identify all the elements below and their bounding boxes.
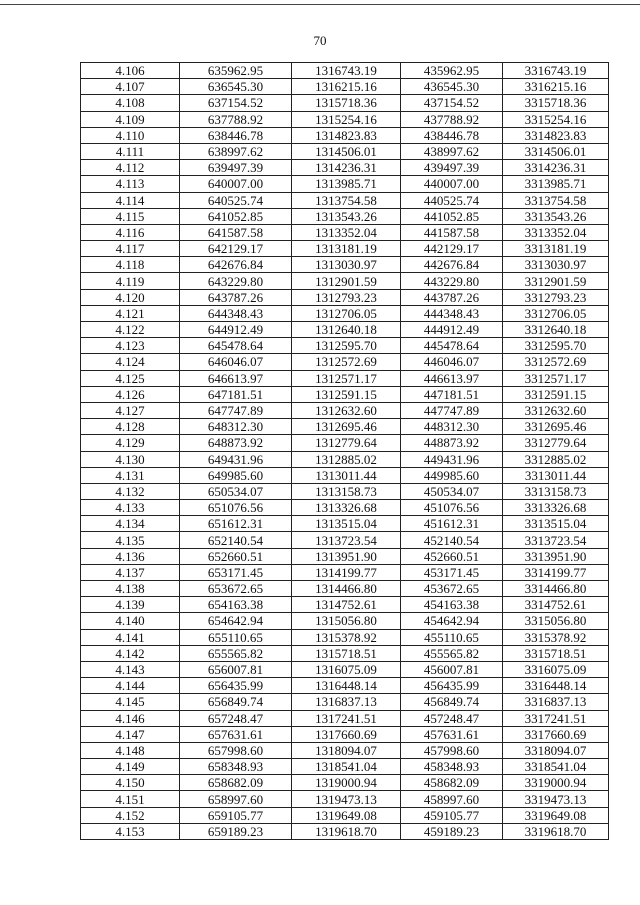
- table-row: [81, 629, 609, 645]
- table-row: [81, 775, 609, 791]
- y-local-cell: 3319618.70: [503, 823, 609, 839]
- x-coordinate-cell: 637788.92: [180, 111, 292, 127]
- point-number-cell: 4.120: [81, 289, 180, 305]
- y-local-cell: 3313754.58: [503, 192, 609, 208]
- y-coordinate-cell: 1313181.19: [292, 241, 401, 257]
- table-row: [81, 370, 609, 386]
- table-row: [81, 694, 609, 710]
- table-row: [81, 127, 609, 143]
- y-coordinate-cell: 1316448.14: [292, 678, 401, 694]
- y-local-cell: 3312591.15: [503, 386, 609, 402]
- x-coordinate-cell: 654163.38: [180, 597, 292, 613]
- y-coordinate-cell: 1315378.92: [292, 629, 401, 645]
- x-coordinate-cell: 635962.95: [180, 63, 292, 79]
- x-local-cell: 451076.56: [401, 500, 503, 516]
- y-local-cell: 3312706.05: [503, 305, 609, 321]
- point-number-cell: 4.138: [81, 581, 180, 597]
- point-number-cell: 4.112: [81, 160, 180, 176]
- point-number-cell: 4.139: [81, 597, 180, 613]
- y-coordinate-cell: 1312572.69: [292, 354, 401, 370]
- y-coordinate-cell: 1317660.69: [292, 726, 401, 742]
- table-row: [81, 726, 609, 742]
- y-local-cell: 3313543.26: [503, 208, 609, 224]
- x-local-cell: 453171.45: [401, 564, 503, 580]
- y-local-cell: 3316215.16: [503, 79, 609, 95]
- y-coordinate-cell: 1313951.90: [292, 548, 401, 564]
- y-local-cell: 3313011.44: [503, 467, 609, 483]
- x-coordinate-cell: 641587.58: [180, 224, 292, 240]
- y-coordinate-cell: 1312595.70: [292, 338, 401, 354]
- table-row: [81, 500, 609, 516]
- table-row: [81, 192, 609, 208]
- x-coordinate-cell: 656435.99: [180, 678, 292, 694]
- x-coordinate-cell: 659105.77: [180, 807, 292, 823]
- y-local-cell: 3315378.92: [503, 629, 609, 645]
- x-coordinate-cell: 658997.60: [180, 791, 292, 807]
- x-local-cell: 435962.95: [401, 63, 503, 79]
- y-local-cell: 3319000.94: [503, 775, 609, 791]
- x-local-cell: 443229.80: [401, 273, 503, 289]
- point-number-cell: 4.126: [81, 386, 180, 402]
- x-local-cell: 437788.92: [401, 111, 503, 127]
- x-coordinate-cell: 649431.96: [180, 451, 292, 467]
- x-local-cell: 440007.00: [401, 176, 503, 192]
- table-row: [81, 435, 609, 451]
- table-row: [81, 742, 609, 758]
- x-coordinate-cell: 638997.62: [180, 143, 292, 159]
- x-local-cell: 437154.52: [401, 95, 503, 111]
- x-local-cell: 455565.82: [401, 645, 503, 661]
- point-number-cell: 4.153: [81, 823, 180, 839]
- y-coordinate-cell: 1313352.04: [292, 224, 401, 240]
- x-local-cell: 459189.23: [401, 823, 503, 839]
- y-coordinate-cell: 1312779.64: [292, 435, 401, 451]
- y-coordinate-cell: 1312571.17: [292, 370, 401, 386]
- y-local-cell: 3312779.64: [503, 435, 609, 451]
- point-number-cell: 4.136: [81, 548, 180, 564]
- y-coordinate-cell: 1313158.73: [292, 483, 401, 499]
- x-local-cell: 447747.89: [401, 402, 503, 418]
- table-row: [81, 467, 609, 483]
- x-coordinate-cell: 644348.43: [180, 305, 292, 321]
- x-coordinate-cell: 651612.31: [180, 516, 292, 532]
- point-number-cell: 4.141: [81, 629, 180, 645]
- x-local-cell: 447181.51: [401, 386, 503, 402]
- y-coordinate-cell: 1313326.68: [292, 500, 401, 516]
- x-local-cell: 450534.07: [401, 483, 503, 499]
- y-coordinate-cell: 1316743.19: [292, 63, 401, 79]
- y-local-cell: 3312885.02: [503, 451, 609, 467]
- y-local-cell: 3313951.90: [503, 548, 609, 564]
- point-number-cell: 4.106: [81, 63, 180, 79]
- x-coordinate-cell: 648873.92: [180, 435, 292, 451]
- y-coordinate-cell: 1313754.58: [292, 192, 401, 208]
- y-local-cell: 3314236.31: [503, 160, 609, 176]
- table-row: [81, 645, 609, 661]
- x-coordinate-cell: 642129.17: [180, 241, 292, 257]
- point-number-cell: 4.115: [81, 208, 180, 224]
- point-number-cell: 4.117: [81, 241, 180, 257]
- y-local-cell: 3316743.19: [503, 63, 609, 79]
- table-row: [81, 111, 609, 127]
- y-local-cell: 3312793.23: [503, 289, 609, 305]
- x-local-cell: 442676.84: [401, 257, 503, 273]
- x-local-cell: 458348.93: [401, 759, 503, 775]
- y-coordinate-cell: 1315056.80: [292, 613, 401, 629]
- table-row: [81, 402, 609, 418]
- point-number-cell: 4.150: [81, 775, 180, 791]
- y-local-cell: 3316448.14: [503, 678, 609, 694]
- point-number-cell: 4.148: [81, 742, 180, 758]
- coordinates-table: [80, 62, 609, 840]
- y-coordinate-cell: 1314236.31: [292, 160, 401, 176]
- point-number-cell: 4.146: [81, 710, 180, 726]
- table-row: [81, 95, 609, 111]
- x-local-cell: 441052.85: [401, 208, 503, 224]
- table-row: [81, 322, 609, 338]
- table-row: [81, 160, 609, 176]
- point-number-cell: 4.127: [81, 402, 180, 418]
- x-local-cell: 438997.62: [401, 143, 503, 159]
- x-coordinate-cell: 643229.80: [180, 273, 292, 289]
- point-number-cell: 4.130: [81, 451, 180, 467]
- y-coordinate-cell: 1316837.13: [292, 694, 401, 710]
- point-number-cell: 4.151: [81, 791, 180, 807]
- table-row: [81, 678, 609, 694]
- point-number-cell: 4.144: [81, 678, 180, 694]
- y-coordinate-cell: 1319649.08: [292, 807, 401, 823]
- x-coordinate-cell: 643787.26: [180, 289, 292, 305]
- x-local-cell: 459105.77: [401, 807, 503, 823]
- table-row: [81, 661, 609, 677]
- x-coordinate-cell: 655565.82: [180, 645, 292, 661]
- x-local-cell: 457998.60: [401, 742, 503, 758]
- top-rule: [0, 4, 640, 5]
- x-local-cell: 454642.94: [401, 613, 503, 629]
- point-number-cell: 4.129: [81, 435, 180, 451]
- y-local-cell: 3313030.97: [503, 257, 609, 273]
- x-coordinate-cell: 648312.30: [180, 419, 292, 435]
- y-local-cell: 3317241.51: [503, 710, 609, 726]
- x-coordinate-cell: 656007.81: [180, 661, 292, 677]
- y-coordinate-cell: 1312706.05: [292, 305, 401, 321]
- x-coordinate-cell: 653672.65: [180, 581, 292, 597]
- x-coordinate-cell: 654642.94: [180, 613, 292, 629]
- table-row: [81, 386, 609, 402]
- table-row: [81, 224, 609, 240]
- x-coordinate-cell: 649985.60: [180, 467, 292, 483]
- y-local-cell: 3315056.80: [503, 613, 609, 629]
- y-coordinate-cell: 1312901.59: [292, 273, 401, 289]
- x-local-cell: 452660.51: [401, 548, 503, 564]
- table-row: [81, 823, 609, 839]
- point-number-cell: 4.131: [81, 467, 180, 483]
- point-number-cell: 4.121: [81, 305, 180, 321]
- x-local-cell: 443787.26: [401, 289, 503, 305]
- y-local-cell: 3315254.16: [503, 111, 609, 127]
- x-local-cell: 448312.30: [401, 419, 503, 435]
- x-local-cell: 458997.60: [401, 791, 503, 807]
- x-coordinate-cell: 659189.23: [180, 823, 292, 839]
- point-number-cell: 4.122: [81, 322, 180, 338]
- x-local-cell: 454163.38: [401, 597, 503, 613]
- x-coordinate-cell: 640525.74: [180, 192, 292, 208]
- y-local-cell: 3312632.60: [503, 402, 609, 418]
- y-coordinate-cell: 1315254.16: [292, 111, 401, 127]
- y-local-cell: 3314199.77: [503, 564, 609, 580]
- y-coordinate-cell: 1315718.51: [292, 645, 401, 661]
- y-coordinate-cell: 1319000.94: [292, 775, 401, 791]
- point-number-cell: 4.142: [81, 645, 180, 661]
- y-coordinate-cell: 1314506.01: [292, 143, 401, 159]
- table-row: [81, 257, 609, 273]
- table-row: [81, 613, 609, 629]
- table-row: [81, 305, 609, 321]
- y-local-cell: 3312640.18: [503, 322, 609, 338]
- x-local-cell: 449985.60: [401, 467, 503, 483]
- x-coordinate-cell: 646046.07: [180, 354, 292, 370]
- x-local-cell: 456007.81: [401, 661, 503, 677]
- x-local-cell: 440525.74: [401, 192, 503, 208]
- x-coordinate-cell: 644912.49: [180, 322, 292, 338]
- point-number-cell: 4.111: [81, 143, 180, 159]
- table-row: [81, 241, 609, 257]
- y-local-cell: 3312595.70: [503, 338, 609, 354]
- y-local-cell: 3318541.04: [503, 759, 609, 775]
- point-number-cell: 4.118: [81, 257, 180, 273]
- x-local-cell: 436545.30: [401, 79, 503, 95]
- table-body: [81, 63, 609, 840]
- table-row: [81, 338, 609, 354]
- y-coordinate-cell: 1312885.02: [292, 451, 401, 467]
- y-coordinate-cell: 1319473.13: [292, 791, 401, 807]
- y-local-cell: 3314752.61: [503, 597, 609, 613]
- x-coordinate-cell: 637154.52: [180, 95, 292, 111]
- y-coordinate-cell: 1314199.77: [292, 564, 401, 580]
- y-local-cell: 3312572.69: [503, 354, 609, 370]
- x-coordinate-cell: 657248.47: [180, 710, 292, 726]
- x-coordinate-cell: 653171.45: [180, 564, 292, 580]
- point-number-cell: 4.140: [81, 613, 180, 629]
- x-local-cell: 442129.17: [401, 241, 503, 257]
- y-local-cell: 3313352.04: [503, 224, 609, 240]
- x-coordinate-cell: 647181.51: [180, 386, 292, 402]
- point-number-cell: 4.147: [81, 726, 180, 742]
- table-row: [81, 273, 609, 289]
- x-coordinate-cell: 657998.60: [180, 742, 292, 758]
- point-number-cell: 4.124: [81, 354, 180, 370]
- y-coordinate-cell: 1313985.71: [292, 176, 401, 192]
- y-local-cell: 3312901.59: [503, 273, 609, 289]
- point-number-cell: 4.125: [81, 370, 180, 386]
- y-coordinate-cell: 1313543.26: [292, 208, 401, 224]
- y-local-cell: 3316075.09: [503, 661, 609, 677]
- point-number-cell: 4.119: [81, 273, 180, 289]
- point-number-cell: 4.143: [81, 661, 180, 677]
- y-coordinate-cell: 1312591.15: [292, 386, 401, 402]
- y-coordinate-cell: 1319618.70: [292, 823, 401, 839]
- y-coordinate-cell: 1316075.09: [292, 661, 401, 677]
- y-coordinate-cell: 1317241.51: [292, 710, 401, 726]
- point-number-cell: 4.107: [81, 79, 180, 95]
- x-local-cell: 441587.58: [401, 224, 503, 240]
- y-local-cell: 3314506.01: [503, 143, 609, 159]
- point-number-cell: 4.123: [81, 338, 180, 354]
- y-coordinate-cell: 1318094.07: [292, 742, 401, 758]
- y-coordinate-cell: 1312640.18: [292, 322, 401, 338]
- point-number-cell: 4.113: [81, 176, 180, 192]
- y-local-cell: 3319649.08: [503, 807, 609, 823]
- y-coordinate-cell: 1312695.46: [292, 419, 401, 435]
- y-local-cell: 3313181.19: [503, 241, 609, 257]
- x-local-cell: 451612.31: [401, 516, 503, 532]
- x-coordinate-cell: 658682.09: [180, 775, 292, 791]
- x-coordinate-cell: 642676.84: [180, 257, 292, 273]
- point-number-cell: 4.132: [81, 483, 180, 499]
- x-local-cell: 444912.49: [401, 322, 503, 338]
- point-number-cell: 4.134: [81, 516, 180, 532]
- y-coordinate-cell: 1313030.97: [292, 257, 401, 273]
- x-local-cell: 446613.97: [401, 370, 503, 386]
- x-coordinate-cell: 657631.61: [180, 726, 292, 742]
- x-coordinate-cell: 650534.07: [180, 483, 292, 499]
- table-row: [81, 532, 609, 548]
- x-coordinate-cell: 646613.97: [180, 370, 292, 386]
- point-number-cell: 4.145: [81, 694, 180, 710]
- x-local-cell: 455110.65: [401, 629, 503, 645]
- y-coordinate-cell: 1312632.60: [292, 402, 401, 418]
- point-number-cell: 4.152: [81, 807, 180, 823]
- table-row: [81, 791, 609, 807]
- table-row: [81, 79, 609, 95]
- x-coordinate-cell: 655110.65: [180, 629, 292, 645]
- table-row: [81, 451, 609, 467]
- y-local-cell: 3313985.71: [503, 176, 609, 192]
- y-coordinate-cell: 1316215.16: [292, 79, 401, 95]
- x-local-cell: 445478.64: [401, 338, 503, 354]
- table-row: [81, 289, 609, 305]
- point-number-cell: 4.110: [81, 127, 180, 143]
- table-row: [81, 564, 609, 580]
- x-local-cell: 449431.96: [401, 451, 503, 467]
- x-coordinate-cell: 651076.56: [180, 500, 292, 516]
- x-local-cell: 439497.39: [401, 160, 503, 176]
- x-coordinate-cell: 638446.78: [180, 127, 292, 143]
- table-row: [81, 63, 609, 79]
- x-coordinate-cell: 658348.93: [180, 759, 292, 775]
- page-number: 70: [313, 33, 327, 48]
- x-local-cell: 457631.61: [401, 726, 503, 742]
- x-coordinate-cell: 652660.51: [180, 548, 292, 564]
- point-number-cell: 4.116: [81, 224, 180, 240]
- table-row: [81, 143, 609, 159]
- x-local-cell: 448873.92: [401, 435, 503, 451]
- x-coordinate-cell: 641052.85: [180, 208, 292, 224]
- y-local-cell: 3315718.36: [503, 95, 609, 111]
- x-local-cell: 458682.09: [401, 775, 503, 791]
- table-row: [81, 419, 609, 435]
- table-row: [81, 548, 609, 564]
- x-coordinate-cell: 645478.64: [180, 338, 292, 354]
- table-row: [81, 354, 609, 370]
- point-number-cell: 4.114: [81, 192, 180, 208]
- point-number-cell: 4.135: [81, 532, 180, 548]
- y-local-cell: 3312695.46: [503, 419, 609, 435]
- table-row: [81, 581, 609, 597]
- y-local-cell: 3313515.04: [503, 516, 609, 532]
- x-local-cell: 456435.99: [401, 678, 503, 694]
- y-coordinate-cell: 1313723.54: [292, 532, 401, 548]
- x-local-cell: 452140.54: [401, 532, 503, 548]
- x-local-cell: 457248.47: [401, 710, 503, 726]
- y-local-cell: 3313158.73: [503, 483, 609, 499]
- point-number-cell: 4.108: [81, 95, 180, 111]
- y-local-cell: 3316837.13: [503, 694, 609, 710]
- y-local-cell: 3314466.80: [503, 581, 609, 597]
- x-local-cell: 456849.74: [401, 694, 503, 710]
- y-local-cell: 3314823.83: [503, 127, 609, 143]
- table-row: [81, 483, 609, 499]
- x-coordinate-cell: 652140.54: [180, 532, 292, 548]
- x-coordinate-cell: 639497.39: [180, 160, 292, 176]
- y-local-cell: 3318094.07: [503, 742, 609, 758]
- x-coordinate-cell: 647747.89: [180, 402, 292, 418]
- y-coordinate-cell: 1315718.36: [292, 95, 401, 111]
- x-local-cell: 444348.43: [401, 305, 503, 321]
- y-local-cell: 3313723.54: [503, 532, 609, 548]
- table-row: [81, 710, 609, 726]
- y-local-cell: 3315718.51: [503, 645, 609, 661]
- y-coordinate-cell: 1314823.83: [292, 127, 401, 143]
- point-number-cell: 4.128: [81, 419, 180, 435]
- table-row: [81, 208, 609, 224]
- y-local-cell: 3317660.69: [503, 726, 609, 742]
- point-number-cell: 4.137: [81, 564, 180, 580]
- x-local-cell: 438446.78: [401, 127, 503, 143]
- y-coordinate-cell: 1313515.04: [292, 516, 401, 532]
- table-row: [81, 807, 609, 823]
- point-number-cell: 4.109: [81, 111, 180, 127]
- y-coordinate-cell: 1314752.61: [292, 597, 401, 613]
- point-number-cell: 4.133: [81, 500, 180, 516]
- y-coordinate-cell: 1314466.80: [292, 581, 401, 597]
- table-row: [81, 516, 609, 532]
- table-row: [81, 759, 609, 775]
- point-number-cell: 4.149: [81, 759, 180, 775]
- table-row: [81, 176, 609, 192]
- y-local-cell: 3312571.17: [503, 370, 609, 386]
- x-local-cell: 453672.65: [401, 581, 503, 597]
- x-local-cell: 446046.07: [401, 354, 503, 370]
- x-coordinate-cell: 640007.00: [180, 176, 292, 192]
- y-coordinate-cell: 1313011.44: [292, 467, 401, 483]
- y-local-cell: 3319473.13: [503, 791, 609, 807]
- table-row: [81, 597, 609, 613]
- y-local-cell: 3313326.68: [503, 500, 609, 516]
- x-coordinate-cell: 656849.74: [180, 694, 292, 710]
- y-coordinate-cell: 1312793.23: [292, 289, 401, 305]
- x-coordinate-cell: 636545.30: [180, 79, 292, 95]
- y-coordinate-cell: 1318541.04: [292, 759, 401, 775]
